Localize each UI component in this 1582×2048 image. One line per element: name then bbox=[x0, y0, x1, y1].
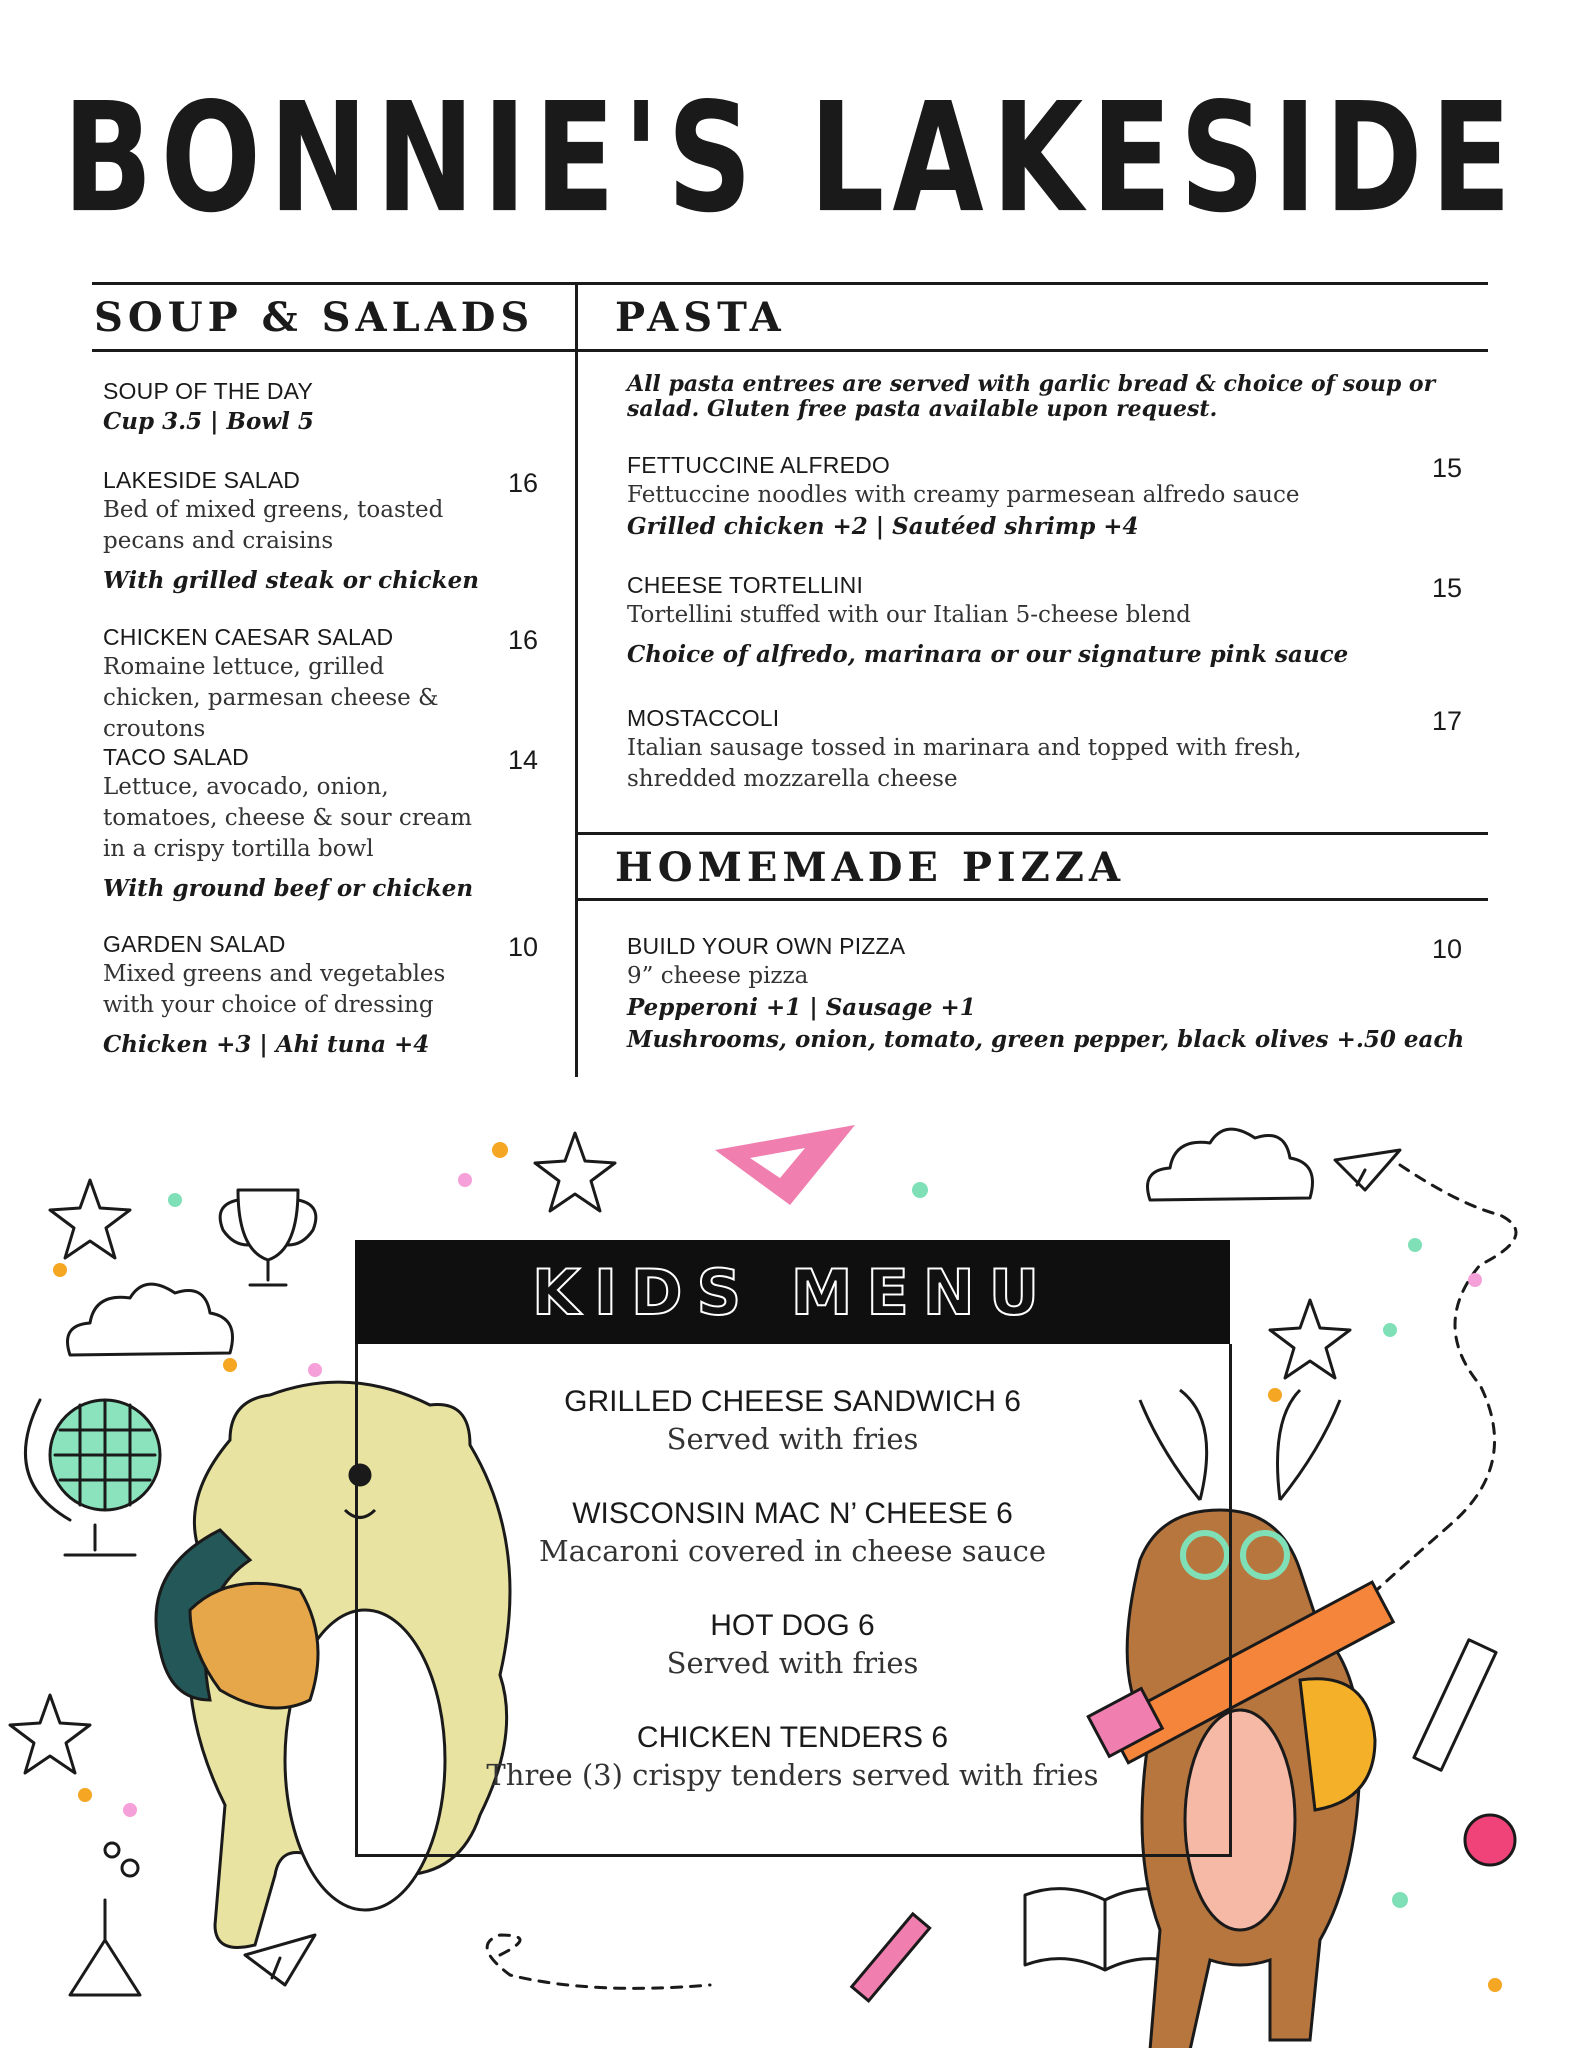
flask-icon bbox=[70, 1900, 140, 1995]
item-options: Chicken +3 | Ahi tuna +4 bbox=[103, 1030, 430, 1058]
item-name: CHEESE TORTELLINI bbox=[627, 572, 864, 598]
trophy-icon bbox=[220, 1190, 316, 1285]
item-price: 15 bbox=[1431, 453, 1462, 483]
item-name: TACO SALAD bbox=[103, 744, 249, 770]
cloud-icon bbox=[68, 1284, 233, 1355]
item-description: Served with fries bbox=[666, 1646, 919, 1680]
item-name: FETTUCCINE ALFREDO bbox=[627, 452, 891, 478]
item-options: Choice of alfredo, marinara or our signature pink sauce bbox=[627, 640, 1349, 668]
item-options-extra: Mushrooms, onion, tomato, green pepper, black olives +.50 each bbox=[627, 1025, 1465, 1053]
item-options: With ground beef or chicken bbox=[103, 874, 474, 902]
soup-salads-heading: SOUP & SALADS bbox=[94, 294, 535, 341]
kids-item-mac-cheese bbox=[355, 1494, 1230, 1571]
kids-item-chicken-tenders bbox=[355, 1718, 1230, 1795]
star-icon bbox=[535, 1133, 615, 1211]
pencil-icon bbox=[852, 1914, 930, 2001]
item-options: Pepperoni +1 | Sausage +1 bbox=[627, 993, 976, 1021]
item-description: Mixed greens and vegetables with your choice of dressing bbox=[103, 960, 446, 1018]
item-options: Grilled chicken +2 | Sautéed shrimp +4 bbox=[627, 512, 1139, 540]
item-description: Romaine lettuce, grilled chicken, parmesan cheese & croutons bbox=[103, 653, 439, 742]
apple-icon bbox=[1465, 1815, 1515, 1865]
item-options: With grilled steak or chicken bbox=[103, 566, 479, 594]
star-icon bbox=[1270, 1300, 1350, 1378]
star-icon bbox=[10, 1695, 90, 1773]
item-name: CHICKEN TENDERS 6 bbox=[636, 1721, 949, 1754]
item-description: Lettuce, avocado, onion, tomatoes, cheese & sour cream in a crispy tortilla bowl bbox=[103, 773, 472, 862]
triangle-ruler-icon bbox=[715, 1125, 855, 1205]
restaurant-title: BONNIE'S LAKESIDE bbox=[62, 69, 1520, 246]
item-price: 16 bbox=[507, 625, 538, 655]
item-description: Tortellini stuffed with our Italian 5-cheese blend bbox=[627, 601, 1191, 628]
item-description: Macaroni covered in cheese sauce bbox=[539, 1534, 1046, 1568]
item-description: Served with fries bbox=[666, 1422, 919, 1456]
star-icon bbox=[50, 1180, 130, 1258]
item-options: Cup 3.5 | Bowl 5 bbox=[103, 407, 314, 435]
item-price: 15 bbox=[1431, 573, 1462, 603]
item-name: GRILLED CHEESE SANDWICH 6 bbox=[564, 1385, 1021, 1418]
item-price: 17 bbox=[1431, 706, 1462, 736]
pizza-heading: HOMEMADE PIZZA bbox=[615, 844, 1126, 891]
kids-item-hot-dog bbox=[355, 1606, 1230, 1683]
kids-item-grilled-cheese bbox=[355, 1382, 1230, 1459]
item-price: 10 bbox=[507, 932, 538, 962]
item-name: BUILD YOUR OWN PIZZA bbox=[627, 933, 906, 959]
item-description: Bed of mixed greens, toasted pecans and craisins bbox=[103, 496, 444, 554]
item-description: Fettuccine noodles with creamy parmesean alfredo sauce bbox=[627, 481, 1300, 508]
pasta-note: All pasta entrees are served with garlic bread & choice of soup or salad. Gluten free pasta available upon request. bbox=[627, 371, 1436, 423]
item-name: WISCONSIN MAC N’ CHEESE 6 bbox=[572, 1497, 1013, 1530]
item-name: LAKESIDE SALAD bbox=[103, 467, 301, 493]
item-name: SOUP OF THE DAY bbox=[103, 378, 314, 404]
item-price: 14 bbox=[507, 745, 538, 775]
pasta-heading: PASTA bbox=[615, 294, 786, 341]
kids-menu-heading: KIDS MENU bbox=[531, 1256, 1054, 1329]
item-name: GARDEN SALAD bbox=[103, 931, 286, 957]
item-name: HOT DOG 6 bbox=[710, 1609, 875, 1642]
globe-icon bbox=[25, 1400, 160, 1555]
ruler-icon bbox=[1414, 1640, 1496, 1770]
item-description: Three (3) crispy tenders served with fries bbox=[486, 1758, 1099, 1792]
item-description: 9” cheese pizza bbox=[627, 962, 809, 989]
item-price: 10 bbox=[1431, 934, 1462, 964]
item-name: CHICKEN CAESAR SALAD bbox=[103, 624, 394, 650]
item-name: MOSTACCOLI bbox=[627, 705, 780, 731]
item-description: Italian sausage tossed in marinara and topped with fresh, shredded mozzarella cheese bbox=[627, 734, 1302, 792]
paper-plane-icon bbox=[1335, 1150, 1400, 1190]
item-price: 16 bbox=[507, 468, 538, 498]
cloud-icon bbox=[1148, 1129, 1313, 1200]
